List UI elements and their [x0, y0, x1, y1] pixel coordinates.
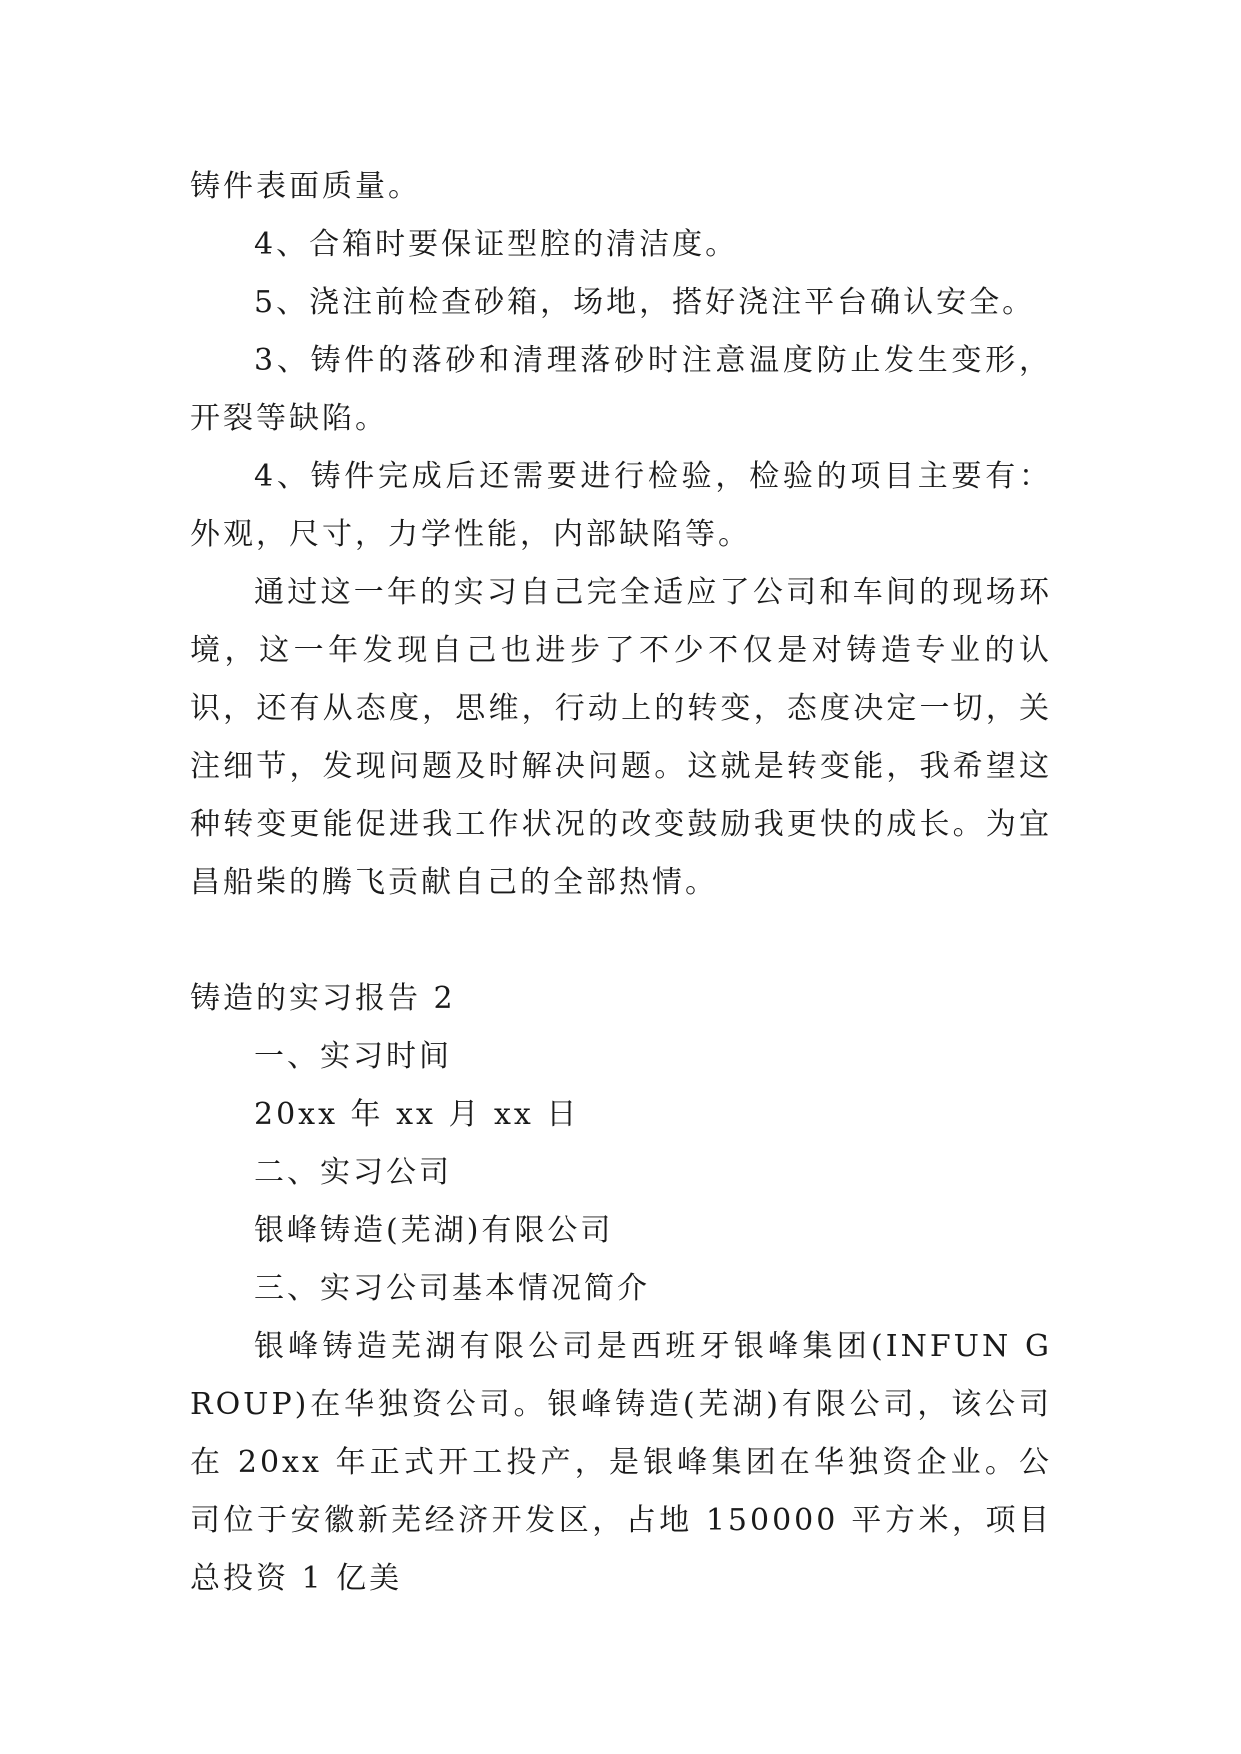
heading-internship-time: 一、实习时间 [254, 1039, 452, 1074]
company-name: 银峰铸造(芜湖)有限公司 [254, 1213, 614, 1248]
heading-company-intro: 三、实习公司基本情况简介 [254, 1271, 650, 1306]
paragraph-shakeout: 3、铸件的落砂和清理落砂时注意温度防止发生变形，开裂等缺陷。 [190, 343, 1052, 436]
heading-internship-company: 二、实习公司 [254, 1155, 452, 1190]
paragraph-conclusion: 通过这一年的实习自己完全适应了公司和车间的现场环境，这一年发现自己也进步了不少不仅是对铸造专业的认识，还有从态度，思维，行动上的转变，态度决定一切，关注细节，发现问题及时解决问题。这就是转变能，我希望这种转变更能促进我工作状况的改变鼓励我更快的成长。为宜昌船柴的腾飞贡献自己的全部热情。 [190, 575, 1052, 900]
paragraph-inspection: 4、铸件完成后还需要进行检验，检验的项目主要有：外观，尺寸，力学性能，内部缺陷等。 [190, 459, 1052, 552]
section-title: 铸造的实习报告 2 [190, 981, 456, 1016]
paragraph-surface-quality: 铸件表面质量。 [190, 169, 421, 204]
paragraph-closing-box: 4、合箱时要保证型腔的清洁度。 [254, 227, 739, 262]
section-spacer [190, 912, 1052, 970]
document-body [190, 158, 1052, 1608]
internship-date: 20xx 年 xx 月 xx 日 [254, 1097, 580, 1132]
paragraph-pouring-check: 5、浇注前检查砂箱，场地，搭好浇注平台确认安全。 [254, 285, 1036, 320]
paragraph-company-intro: 银峰铸造芜湖有限公司是西班牙银峰集团(INFUN GROUP)在华独资公司。银峰铸造(芜湖)有限公司，该公司在 20xx 年正式开工投产，是银峰集团在华独资企业。公司位于安徽新芜经济开发区，占地 150000 平方米，项目总投资 1 亿美 [190, 1329, 1052, 1596]
